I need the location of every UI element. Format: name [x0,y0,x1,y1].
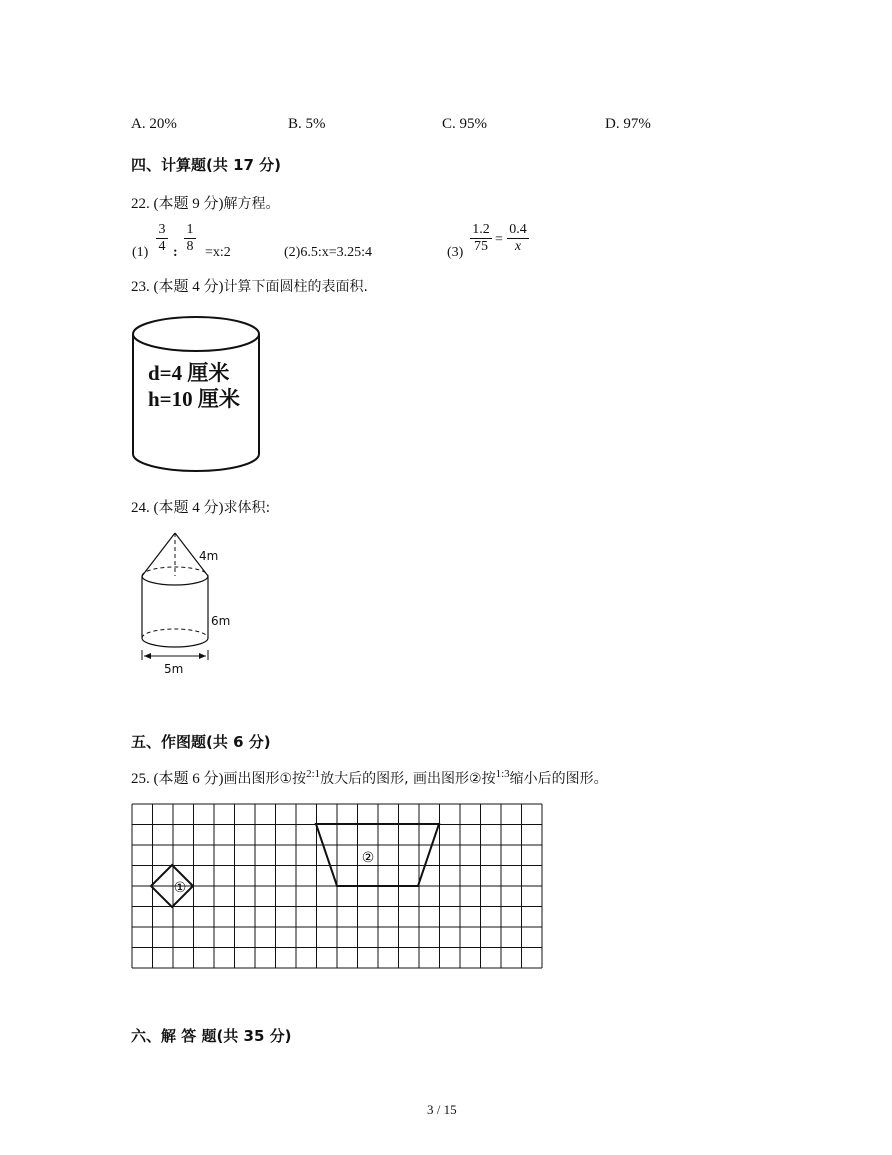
eq1-rest: =x:2 [205,245,231,260]
question-23-text: 计算下面圆柱的表面积. [223,279,368,295]
question-25-text-3: 缩小后的图形。 [509,771,608,787]
dim-arrow-right [199,653,206,659]
question-23 [131,275,368,296]
eq3-den1: 75 [470,238,492,255]
cylinder-top-ellipse [133,317,259,351]
cone-cylinder-figure [128,526,248,682]
eq1-num1: 3 [158,222,166,237]
eq3-fraction-2 [507,222,529,255]
page-number: 3 / 15 [427,1102,457,1117]
question-25-prefix: 25. (本题 6 分) [131,771,224,787]
cone-height-label: 4m [199,549,219,563]
question-24-text: 求体积: [223,500,271,516]
ratio-shrink: 1:3 [495,768,510,780]
cone-left-edge [142,533,175,576]
cylinder-height-label: h=10 厘米 [148,387,240,411]
cylinder-diameter-label: d=4 厘米 [148,361,230,385]
cylinder-height-label: 6m [211,614,231,628]
eq1-den2: 8 [184,238,196,255]
dim-arrow-left [144,653,151,659]
diameter-label: 5m [164,662,184,676]
eq3-fraction-1 [470,222,492,255]
question-22 [131,192,280,213]
section-4-title: 四、计算题(共 17 分) [131,156,282,174]
shape-1-label: ① [173,880,187,896]
eq3-num1: 1.2 [472,222,490,237]
bottom-ellipse-front [142,638,208,647]
eq2: (2)6.5:x=3.25:4 [284,245,372,260]
section-6-title: 六、解 答 题(共 35 分) [131,1027,292,1045]
question-22-text: 解方程。 [223,196,280,212]
shape-2-label: ② [361,850,375,866]
question-24-prefix: 24. (本题 4 分) [131,500,224,516]
eq1-fraction-1 [156,222,168,255]
eq3-den2: x [507,238,529,255]
question-23-prefix: 23. (本题 4 分) [131,279,224,295]
ratio-enlarge: 2:1 [306,768,321,780]
option-b: B. 5% [288,116,326,132]
question-22-prefix: 22. (本题 9 分) [131,196,224,212]
question-25-text-1: 画出图形①按 [223,771,307,787]
eq1-label: (1) [132,245,149,260]
eq1-fraction-2 [184,222,196,255]
grid-figure [131,803,543,969]
eq1-colon: : [173,245,178,260]
cylinder-bottom-arc [133,454,259,471]
question-25 [131,767,608,788]
option-a: A. 20% [131,116,177,132]
question-24 [131,496,270,517]
eq3-label: (3) [447,245,464,260]
question-25-text-2: 放大后的图形, 画出图形②按 [320,771,496,787]
bottom-ellipse-back [142,629,208,638]
option-c: C. 95% [442,116,487,132]
eq3-equals: = [495,232,503,247]
option-d: D. 97% [605,116,651,132]
eq3-num2: 0.4 [509,222,527,237]
eq1-den1: 4 [156,238,168,255]
top-ellipse-front [142,576,208,585]
cylinder-labels [148,360,240,412]
section-5-title: 五、作图题(共 6 分) [131,733,271,751]
eq1-num2: 1 [186,222,194,237]
